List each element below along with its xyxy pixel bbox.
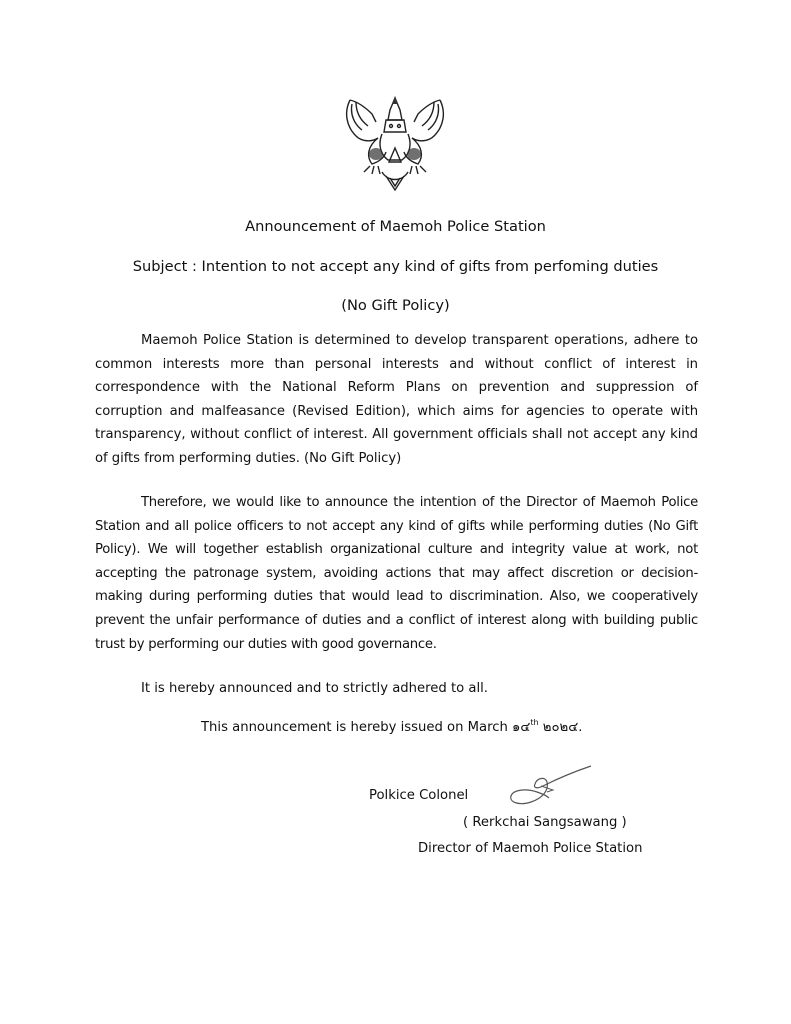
paragraph-announcement: Therefore, we would like to announce the intention of the Director of Maemoh Police Station and all police officers to not accept any kind of gifts while performing duties (No Gift Policy). We will together establish organizational culture and integrity value at work, not accepting the patronage system, avoiding actions that may affect discretion or decision-making during performing duties that would lead to discrimination. Also, we cooperatively prevent the unfair performance of duties and a conflict of interest along with building public trust by performing our duties with good governance. <box>95 495 698 652</box>
policy-name: (No Gift Policy) <box>341 297 450 314</box>
issue-day: ๑๔ <box>512 720 531 735</box>
document-subject: Subject : Intention to not accept any kind of gifts from perfoming duties <box>132 258 659 275</box>
paragraph-intro: Maemoh Police Station is determined to develop transparent operations, adhere to common interests more than personal interests and without conflict of interest in correspondence with the National Reform Plans on prevention and suppression of corruption and malfeasance (Revised Edition), which aims for agencies to operate with transparency, without conflict of interest. All government officials shall not accept any kind of gifts from performing duties. (No Gift Policy) <box>95 333 698 466</box>
issue-year: ๒๐๒๔. <box>538 720 583 735</box>
signatory-name: ( Rerkchai Sangsawang ) <box>463 815 627 830</box>
issue-date-prefix: This announcement is hereby issued on March <box>201 720 513 735</box>
document-title: Announcement of Maemoh Police Station <box>245 218 546 235</box>
issue-date-line <box>201 716 582 737</box>
issue-day-suffix: th <box>530 718 539 727</box>
closing-statement: It is hereby announced and to strictly adhered to all. <box>141 681 488 696</box>
garuda-emblem-icon <box>342 92 448 192</box>
signatory-position: Director of Maemoh Police Station <box>418 841 643 856</box>
signatory-rank: Polkice Colonel <box>369 788 469 803</box>
signature-icon <box>503 762 593 807</box>
